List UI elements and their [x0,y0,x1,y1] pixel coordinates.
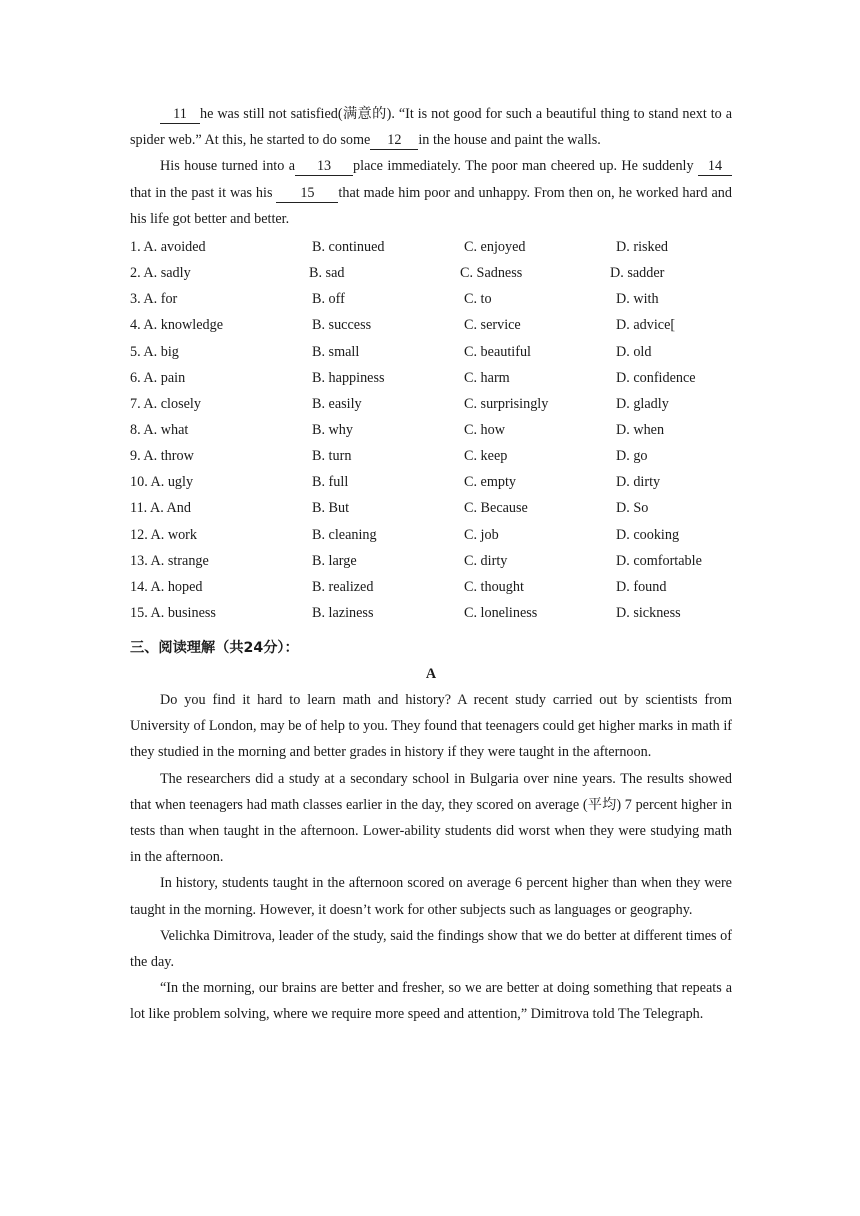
option-c: C. how [464,421,505,438]
option-b: B. But [312,500,350,517]
cloze-paragraph [130,101,732,153]
passage-paragraph: “In the morning, our brains are better and fresher, so we are better at doing something that repeats a lot like problem solving, where we require more speed and attention,” Dimitrova told The Telegraph. [130,980,732,1023]
option-row-9 [130,443,750,469]
passage-paragraph: Velichka Dimitrova, leader of the study, said the findings show that we do better at different times of the day. [130,927,732,971]
option-d: D. gladly [616,395,669,412]
option-d: D. confidence [616,369,696,386]
option-b: B. easily [312,395,362,412]
option-a: 13. A. strange [130,552,209,569]
option-d: D. sickness [616,604,681,621]
option-a: 11. A. And [130,500,191,517]
option-c: C. harm [464,369,510,386]
option-c: C. service [464,317,521,334]
option-b: B. realized [312,578,374,595]
option-row-7 [130,391,750,417]
passage-paragraph: In history, students taught in the afternoon scored on average 6 percent higher than when they were taught in the morning. However, it doesn’t work for other subjects such as languages or geography. [130,875,732,918]
option-d: D. comfortable [616,552,702,569]
passage-paragraph: The researchers did a study at a secondary school in Bulgaria over nine years. The results showed that when teenagers had math classes earlier in the day, they scored on average (平均) 7 percent higher in tests than when taught in the afternoon. Lower-ability students did worst when they were studying math in the afternoon. [130,770,732,866]
option-a: 6. A. pain [130,369,186,386]
option-a: 15. A. business [130,604,216,621]
option-d: D. risked [616,239,669,255]
option-b: B. off [312,291,345,308]
option-c: C. job [464,526,499,543]
option-b: B. sad [309,265,345,282]
cloze-text: that in the past it was his [130,184,273,201]
cloze-text: he was still not satisfied(满意的). “It is not good for such a beautiful thing to stand next to a spider web.” At this, he started to do some [130,106,732,149]
option-d: D. So [616,500,649,517]
cloze-text: place immediately. The poor man cheered up. He suddenly [353,158,694,175]
option-a: 1. A. avoided [130,239,206,255]
option-b: B. laziness [312,604,374,621]
option-c: C. dirty [464,552,508,569]
option-d: D. go [616,448,648,465]
option-d: D. found [616,578,667,595]
option-row-6 [130,365,750,391]
option-a: 14. A. hoped [130,578,203,595]
option-c: C. beautiful [464,343,531,360]
option-row-1 [130,234,750,260]
option-row-8 [130,417,750,443]
option-c: C. empty [464,474,517,491]
blank-15: 15 [276,184,338,203]
option-d: D. old [616,343,652,360]
option-b: B. turn [312,448,352,465]
option-c: C. Because [464,500,528,517]
option-b: B. small [312,343,360,360]
option-c: C. loneliness [464,604,538,621]
cloze-text: that made him poor and unhappy. From then on, he worked hard and his life got better and better. [130,184,732,227]
option-row-2 [130,260,750,286]
cloze-text: His house turned into a [160,158,296,175]
cloze-text: in the house and paint the walls. [418,132,601,149]
option-c: C. to [464,291,492,308]
option-a: 10. A. ugly [130,474,194,491]
option-row-4 [130,312,750,338]
option-c: C. enjoyed [464,239,526,255]
option-b: B. why [312,421,353,438]
option-b: B. large [312,552,357,569]
option-c: C. surprisingly [464,395,549,412]
blank-14: 14 [698,157,732,176]
passage-paragraph: Do you find it hard to learn math and history? A recent study carried out by scientists from University of London, may be of help to you. They found that teenagers could get higher marks in math if they studied in the morning and better grades in history if they were taught in the afternoon. [130,692,732,761]
options-list [130,234,750,626]
option-a: 2. A. sadly [130,265,191,282]
blank-13: 13 [295,157,353,176]
option-row-15 [130,600,750,626]
passage-title: A [425,666,437,682]
option-c: C. Sadness [460,265,523,282]
option-d: D. when [616,421,665,438]
reading-passage [130,687,732,1028]
option-a: 8. A. what [130,421,189,438]
option-row-13 [130,548,750,574]
option-a: 12. A. work [130,526,197,543]
option-row-11 [130,495,750,521]
option-d: D. with [616,291,659,308]
option-d: D. cooking [616,526,680,543]
option-d: D. dirty [616,474,661,491]
option-a: 4. A. knowledge [130,317,223,334]
option-row-3 [130,286,750,312]
option-d: D. sadder [610,265,665,282]
option-row-12 [130,522,750,548]
option-b: B. happiness [312,369,385,386]
blank-11: 11 [160,105,200,124]
option-row-5 [130,339,750,365]
cloze-passage [130,101,732,232]
option-a: 5. A. big [130,343,179,360]
option-c: C. keep [464,448,508,465]
option-b: B. cleaning [312,526,377,543]
blank-12: 12 [370,131,418,150]
option-row-10 [130,469,750,495]
option-row-14 [130,574,750,600]
option-a: 7. A. closely [130,395,201,412]
cloze-paragraph [130,153,732,232]
option-a: 3. A. for [130,291,178,308]
option-b: B. continued [312,239,385,255]
option-c: C. thought [464,578,524,595]
option-b: B. success [312,317,372,334]
option-a: 9. A. throw [130,448,194,465]
section-heading: 三、阅读理解（共24分）： [130,640,299,656]
option-d: D. advice[ [616,317,676,334]
option-b: B. full [312,474,349,491]
